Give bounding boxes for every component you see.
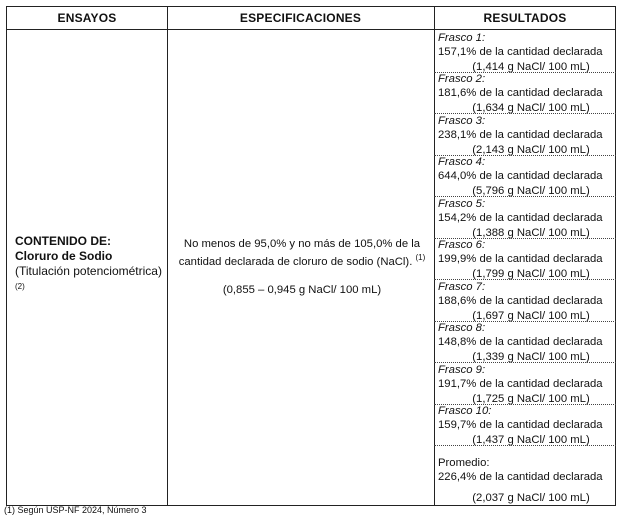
result-frasco-label: Frasco 8: — [438, 322, 486, 334]
header-ensayos: ENSAYOS — [57, 11, 117, 25]
result-frasco-label: Frasco 7: — [438, 281, 486, 293]
result-frasco-label: Frasco 10: — [438, 405, 492, 417]
result-concentration: (1,414 g NaCl/ 100 mL) — [472, 60, 590, 73]
header-divider — [7, 29, 615, 30]
result-percent: 644,0% de la cantidad declarada — [438, 170, 603, 183]
result-frasco-label: Frasco 2: — [438, 73, 486, 85]
header-especificaciones: ESPECIFICACIONES — [239, 11, 362, 25]
result-entry — [434, 238, 616, 281]
result-entry — [434, 197, 616, 240]
specification-note: (1) — [415, 253, 426, 262]
result-concentration: (5,796 g NaCl/ 100 mL) — [472, 184, 590, 197]
result-entry — [434, 72, 616, 115]
average-percent: 226,4% de la cantidad declarada — [438, 471, 603, 484]
result-entry — [434, 404, 616, 447]
ensayo-analyte: Cloruro de Sodio — [15, 249, 113, 263]
result-percent: 148,8% de la cantidad declarada — [438, 336, 603, 349]
result-frasco-label: Frasco 1: — [438, 32, 486, 44]
ensayo-method: (Titulación potenciométrica) — [15, 264, 162, 278]
average-label: Promedio: — [438, 457, 490, 469]
column-divider — [167, 7, 168, 505]
result-separator — [434, 445, 616, 446]
result-frasco-label: Frasco 3: — [438, 115, 486, 127]
ensayo-note: (2) — [15, 282, 25, 291]
result-percent: 199,9% de la cantidad declarada — [438, 253, 603, 266]
result-percent: 181,6% de la cantidad declarada — [438, 87, 603, 100]
result-frasco-label: Frasco 6: — [438, 239, 486, 251]
result-concentration: (1,697 g NaCl/ 100 mL) — [472, 309, 590, 322]
header-resultados: RESULTADOS — [483, 11, 567, 25]
result-percent: 157,1% de la cantidad declarada — [438, 46, 603, 59]
result-concentration: (2,143 g NaCl/ 100 mL) — [472, 143, 590, 156]
result-concentration: (1,339 g NaCl/ 100 mL) — [472, 350, 590, 363]
result-percent: 159,7% de la cantidad declarada — [438, 419, 603, 432]
result-percent: 154,2% de la cantidad declarada — [438, 212, 603, 225]
results-table — [6, 6, 616, 506]
result-concentration: (1,634 g NaCl/ 100 mL) — [472, 101, 590, 114]
specification-cell — [175, 237, 429, 297]
result-concentration: (1,799 g NaCl/ 100 mL) — [472, 267, 590, 280]
result-entry — [434, 280, 616, 323]
result-percent: 238,1% de la cantidad declarada — [438, 129, 603, 142]
average-result — [434, 456, 616, 505]
result-concentration: (1,388 g NaCl/ 100 mL) — [472, 226, 590, 239]
footnote: (1) Según USP-NF 2024, Número 3 — [4, 505, 147, 515]
specification-text: No menos de 95,0% y no más de 105,0% de la cantidad declarada de cloruro de sodio (NaCl). — [178, 238, 421, 268]
result-entry — [434, 363, 616, 406]
ensayo-title: CONTENIDO DE: — [15, 234, 111, 248]
result-entry — [434, 321, 616, 364]
result-concentration: (1,437 g NaCl/ 100 mL) — [472, 433, 590, 446]
result-percent: 191,7% de la cantidad declarada — [438, 378, 603, 391]
result-entry — [434, 155, 616, 198]
result-entry — [434, 31, 616, 74]
result-frasco-label: Frasco 4: — [438, 156, 486, 168]
result-frasco-label: Frasco 5: — [438, 198, 486, 210]
result-percent: 188,6% de la cantidad declarada — [438, 295, 603, 308]
specification-range: (0,855 – 0,945 g NaCl/ 100 mL) — [222, 283, 382, 296]
result-entry — [434, 114, 616, 157]
result-concentration: (1,725 g NaCl/ 100 mL) — [472, 392, 590, 405]
result-frasco-label: Frasco 9: — [438, 364, 486, 376]
ensayo-cell — [15, 234, 165, 298]
average-concentration: (2,037 g NaCl/ 100 mL) — [472, 491, 590, 504]
